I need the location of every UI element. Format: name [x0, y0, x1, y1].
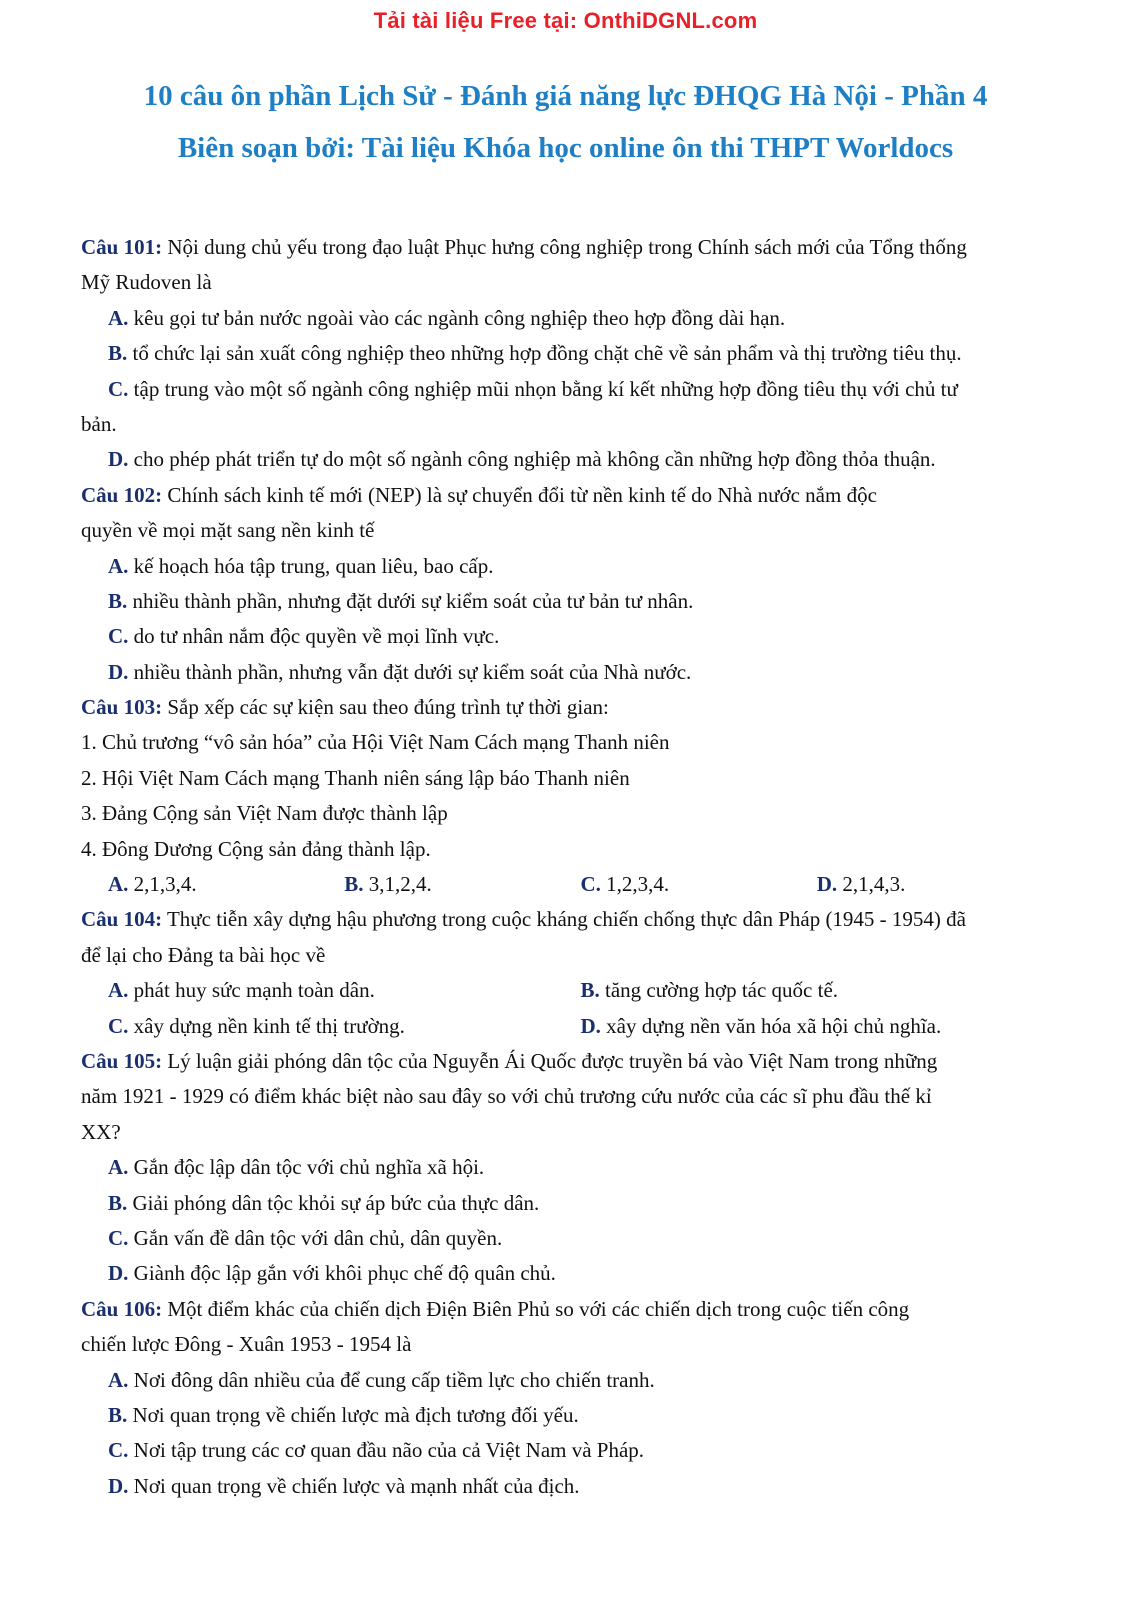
option-c: C. do tư nhân nắm độc quyền về mọi lĩnh vực.: [108, 624, 500, 649]
option-b: B. tăng cường hợp tác quốc tế.: [580, 978, 839, 1003]
question-text-cont: Mỹ Rudoven là: [81, 270, 212, 295]
question-text: Chính sách kinh tế mới (NEP) là sự chuyển đổi từ nền kinh tế do Nhà nước nắm độc: [162, 482, 877, 507]
option-b: B. tổ chức lại sản xuất công nghiệp theo những hợp đồng chặt chẽ về sản phẩm và thị trường tiêu thụ.: [108, 341, 962, 366]
question-text-cont: chiến lược Đông - Xuân 1953 - 1954 là: [81, 1332, 412, 1357]
option-d: D. Giành độc lập gắn với khôi phục chế độ quân chủ.: [108, 1261, 556, 1286]
option-d: D. 2,1,4,3.: [816, 872, 906, 897]
option-c: C. 1,2,3,4.: [580, 872, 670, 897]
question-label: Câu 103:: [81, 695, 163, 720]
page-title: 10 câu ôn phần Lịch Sử - Đánh giá năng lực ĐHQG Hà Nội - Phần 4: [143, 80, 988, 112]
option-a: A. phát huy sức mạnh toàn dân.: [108, 978, 375, 1003]
question-label: Câu 106:: [81, 1296, 163, 1321]
question-text: Một điểm khác của chiến dịch Điện Biên Phủ so với các chiến dịch trong cuộc tiến công: [162, 1296, 910, 1321]
question-text: Lý luận giải phóng dân tộc của Nguyễn Ái Quốc được truyền bá vào Việt Nam trong những: [162, 1048, 938, 1073]
question-text-cont: quyền về mọi mặt sang nền kinh tế: [81, 518, 375, 543]
option-b: B. Giải phóng dân tộc khỏi sự áp bức của thực dân.: [108, 1190, 540, 1215]
event-item: 1. Chủ trương “vô sản hóa” của Hội Việt Nam Cách mạng Thanh niên: [81, 730, 670, 755]
question-101: [81, 230, 1053, 265]
option-b: B. Nơi quan trọng về chiến lược mà địch tương đối yếu.: [108, 1402, 579, 1427]
question-label: Câu 104:: [81, 907, 163, 932]
option-a: A. 2,1,3,4.: [108, 872, 197, 897]
event-item: 4. Đông Dương Cộng sản đảng thành lập.: [81, 836, 431, 861]
option-a: A. Nơi đông dân nhiều của để cung cấp tiềm lực cho chiến tranh.: [108, 1367, 655, 1392]
option-b: B. 3,1,2,4.: [344, 872, 432, 897]
option-c-cont: bản.: [81, 411, 117, 436]
question-label: Câu 101:: [81, 235, 163, 259]
options-row: [81, 867, 1053, 902]
question-text-cont: XX?: [81, 1119, 121, 1144]
event-item: 3. Đảng Cộng sản Việt Nam được thành lập: [81, 801, 448, 826]
question-text-cont: để lại cho Đảng ta bài học về: [81, 942, 326, 967]
question-label: Câu 105:: [81, 1048, 163, 1073]
question-text: Sắp xếp các sự kiện sau theo đúng trình tự thời gian:: [162, 695, 609, 720]
event-item: 2. Hội Việt Nam Cách mạng Thanh niên sáng lập báo Thanh niên: [81, 765, 630, 790]
option-a: A. Gắn độc lập dân tộc với chủ nghĩa xã hội.: [108, 1155, 485, 1180]
option-d: D. cho phép phát triển tự do một số ngành công nghiệp mà không cần những hợp đồng thỏa thuận.: [108, 447, 936, 472]
option-a: A. kêu gọi tư bản nước ngoài vào các ngành công nghiệp theo hợp đồng dài hạn.: [108, 305, 786, 330]
option-b: B. nhiều thành phần, nhưng đặt dưới sự kiểm soát của tư bản tư nhân.: [108, 588, 694, 613]
question-text: Nội dung chủ yếu trong đạo luật Phục hưng công nghiệp trong Chính sách mới của Tổng thống: [162, 235, 967, 259]
question-103: [81, 690, 1053, 725]
question-106: [81, 1292, 1053, 1327]
question-text-cont: năm 1921 - 1929 có điểm khác biệt nào sau đây so với chủ trương cứu nước của các sĩ phu đầu thế kỉ: [81, 1084, 932, 1109]
option-d: D. Nơi quan trọng về chiến lược và mạnh nhất của địch.: [108, 1473, 580, 1498]
download-banner[interactable]: Tải tài liệu Free tại: OnthiDGNL.com: [373, 8, 758, 33]
question-105: [81, 1044, 1053, 1079]
options-row: [81, 973, 1053, 1008]
question-104: [81, 902, 1053, 937]
option-c: C. Nơi tập trung các cơ quan đầu não của cả Việt Nam và Pháp.: [108, 1438, 645, 1463]
question-text: Thực tiễn xây dựng hậu phương trong cuộc kháng chiến chống thực dân Pháp (1945 - 1954) đã: [162, 907, 966, 932]
option-c: C. Gắn vấn đề dân tộc với dân chủ, dân quyền.: [108, 1225, 503, 1250]
options-row: [81, 1009, 1053, 1044]
option-d: D. xây dựng nền văn hóa xã hội chủ nghĩa.: [580, 1013, 942, 1038]
question-label: Câu 102:: [81, 482, 163, 507]
option-c: C. tập trung vào một số ngành công nghiệp mũi nhọn bằng kí kết những hợp đồng tiêu thụ với chủ tư: [108, 376, 958, 401]
question-list: [81, 230, 1053, 1504]
option-a: A. kế hoạch hóa tập trung, quan liêu, bao cấp.: [108, 553, 494, 578]
option-d: D. nhiều thành phần, nhưng vẫn đặt dưới sự kiểm soát của Nhà nước.: [108, 659, 692, 684]
question-102: [81, 478, 1053, 513]
page-subtitle: Biên soạn bởi: Tài liệu Khóa học online ôn thi THPT Worldocs: [177, 132, 954, 164]
option-c: C. xây dựng nền kinh tế thị trường.: [108, 1013, 405, 1038]
